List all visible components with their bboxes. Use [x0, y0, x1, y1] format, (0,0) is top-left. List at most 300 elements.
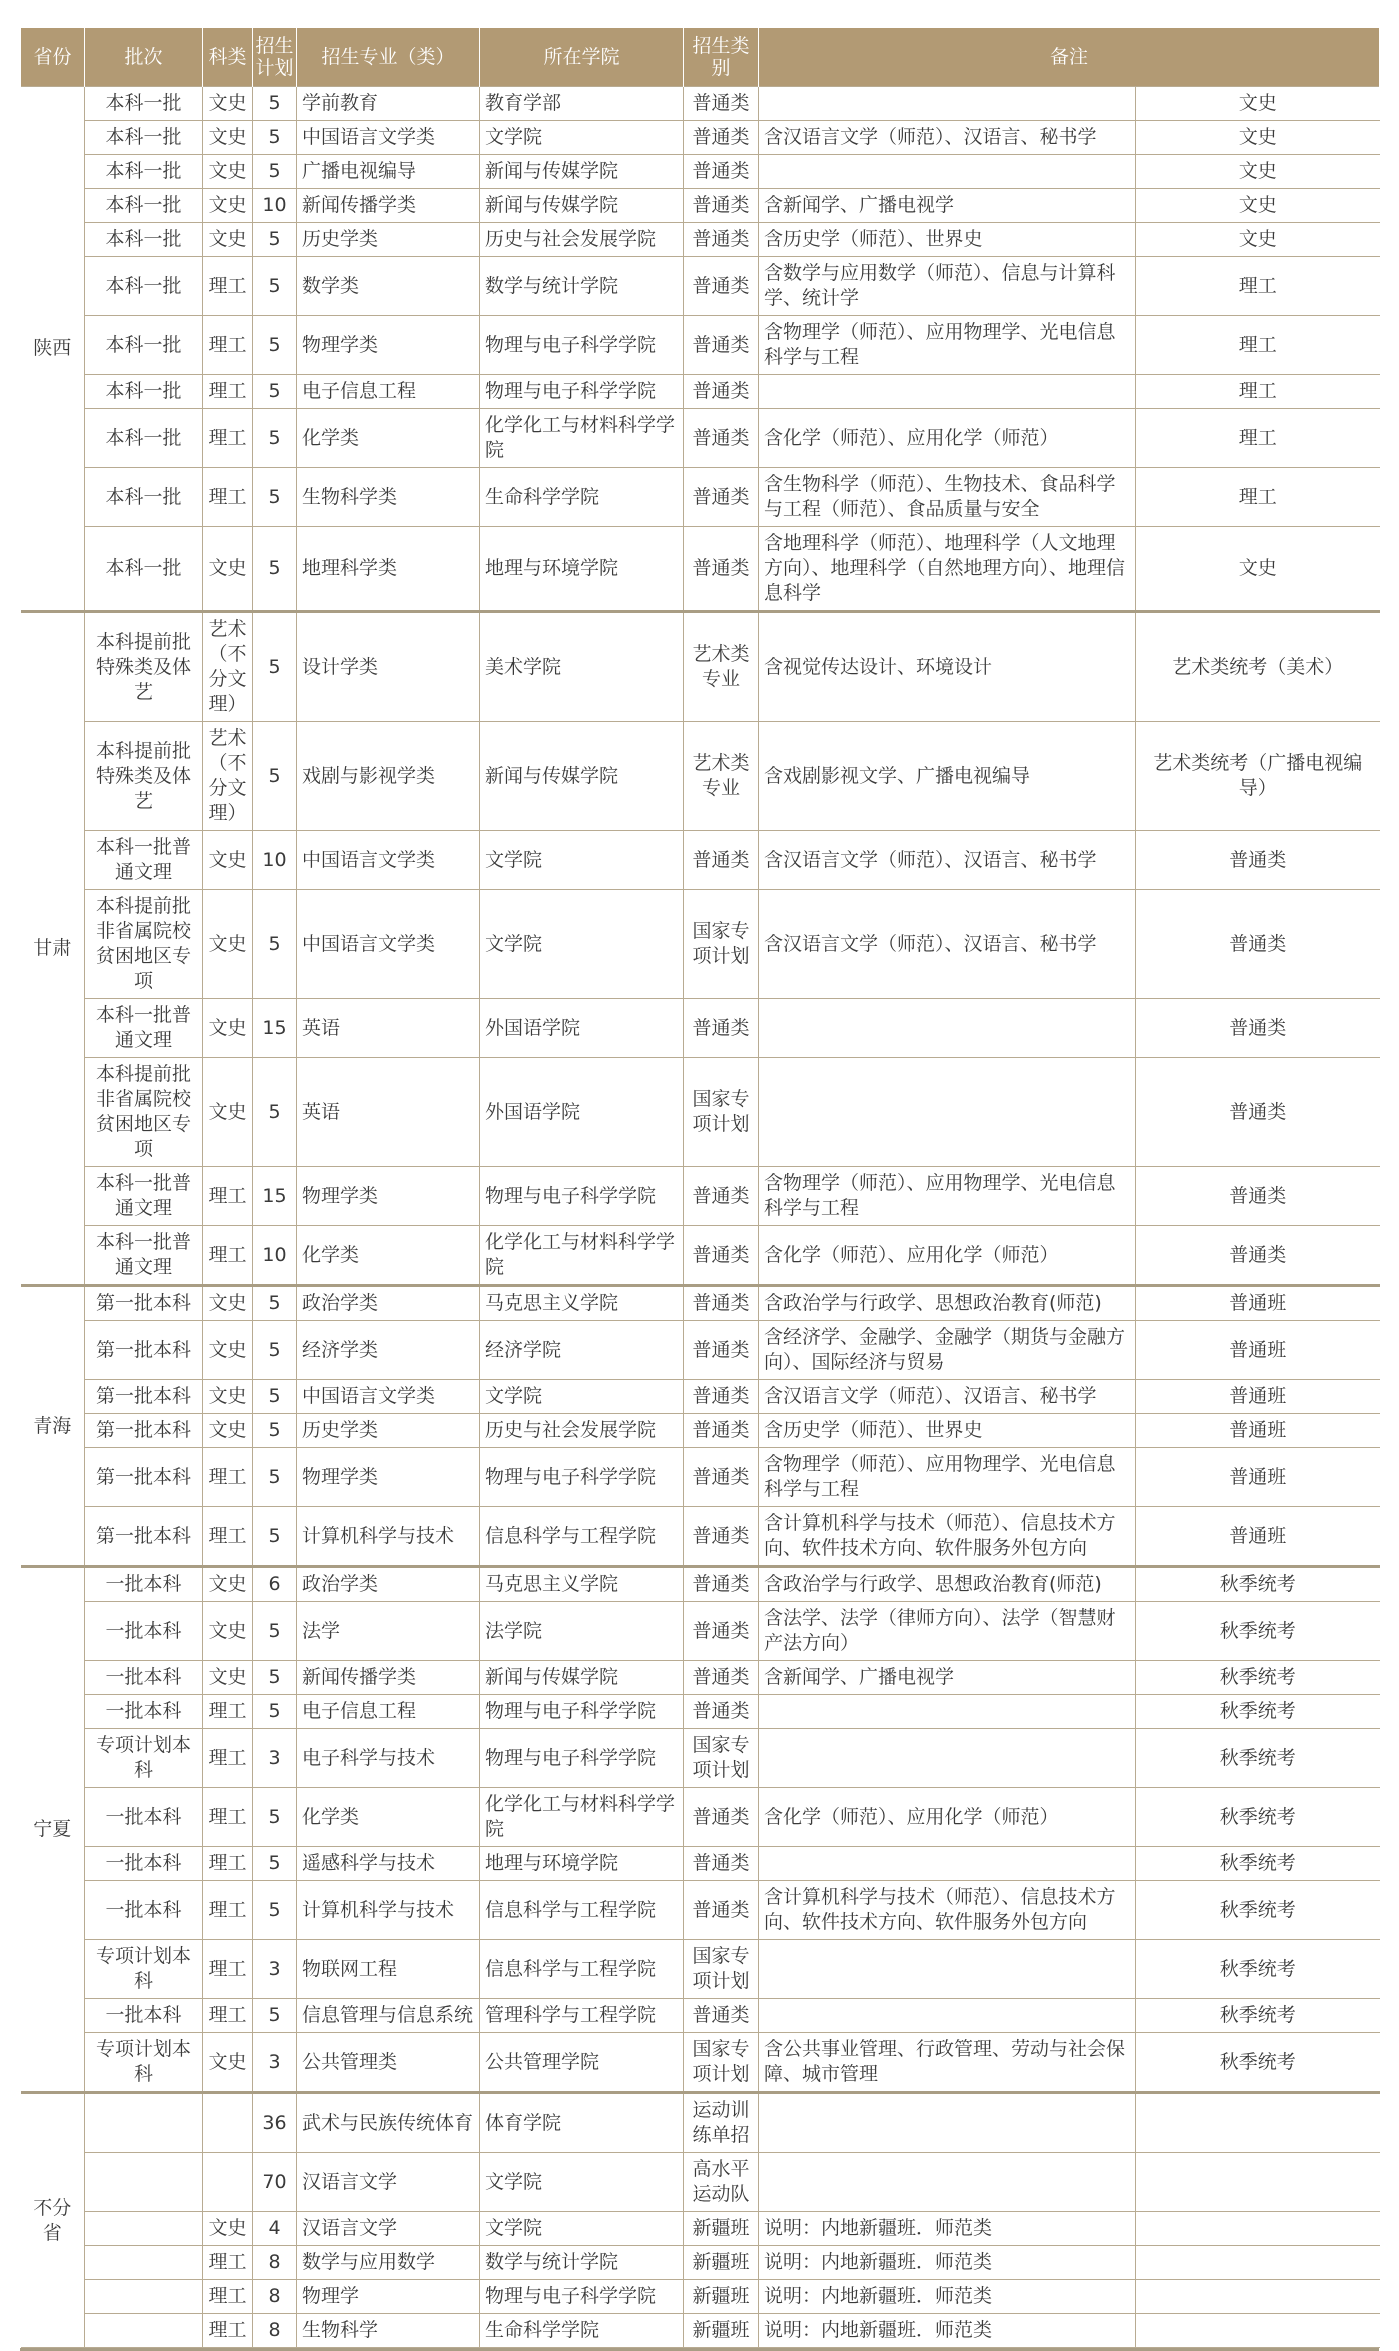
- cell-note: 秋季统考: [1136, 1881, 1380, 1940]
- cell-plan: 5: [253, 1999, 297, 2033]
- table-row: [21, 1847, 1380, 1881]
- cell-college: 经济学院: [480, 1321, 684, 1380]
- cell-category: 普通类: [684, 527, 759, 612]
- cell-remark: 含化学（师范）、应用化学（师范）: [759, 1788, 1136, 1847]
- cell-category: 普通类: [684, 257, 759, 316]
- cell-major: 广播电视编导: [297, 155, 480, 189]
- cell-category: 普通类: [684, 1286, 759, 1321]
- table-row: [21, 1507, 1380, 1567]
- admissions-table: [20, 28, 1380, 2348]
- cell-subject: 理工: [203, 1788, 253, 1847]
- cell-note: 普通班: [1136, 1507, 1380, 1567]
- cell-subject: 理工: [203, 1940, 253, 1999]
- cell-batch: [85, 2246, 203, 2280]
- cell-college: 新闻与传媒学院: [480, 189, 684, 223]
- cell-category: 新疆班: [684, 2314, 759, 2348]
- table-row: [21, 527, 1380, 612]
- cell-batch: 专项计划本科: [85, 1940, 203, 1999]
- cell-category: 高水平运动队: [684, 2153, 759, 2212]
- cell-batch: [85, 2212, 203, 2246]
- cell-plan: 5: [253, 375, 297, 409]
- table-row: [21, 257, 1380, 316]
- cell-plan: 5: [253, 1847, 297, 1881]
- cell-note: 普通班: [1136, 1448, 1380, 1507]
- cell-major: 设计学类: [297, 612, 480, 722]
- header-college: 所在学院: [480, 28, 684, 87]
- cell-batch: 专项计划本科: [85, 1729, 203, 1788]
- cell-subject: 文史: [203, 1602, 253, 1661]
- cell-remark: 含生物科学（师范）、生物技术、食品科学与工程（师范）、食品质量与安全: [759, 468, 1136, 527]
- cell-plan: 10: [253, 1226, 297, 1286]
- table-row: [21, 87, 1380, 121]
- table-row: [21, 2212, 1380, 2246]
- cell-batch: 本科一批普通文理: [85, 1167, 203, 1226]
- table-row: [21, 1567, 1380, 1602]
- cell-remark: 说明：内地新疆班．师范类: [759, 2212, 1136, 2246]
- cell-major: 物理学类: [297, 1448, 480, 1507]
- cell-note: 秋季统考: [1136, 1999, 1380, 2033]
- cell-plan: 15: [253, 1167, 297, 1226]
- cell-category: 普通类: [684, 1999, 759, 2033]
- cell-note: [1136, 2314, 1380, 2348]
- admissions-table-container: [20, 28, 1379, 2351]
- cell-major: 法学: [297, 1602, 480, 1661]
- cell-plan: 70: [253, 2153, 297, 2212]
- cell-batch: 一批本科: [85, 1602, 203, 1661]
- cell-college: 管理科学与工程学院: [480, 1999, 684, 2033]
- cell-category: 普通类: [684, 155, 759, 189]
- cell-remark: 含新闻学、广播电视学: [759, 189, 1136, 223]
- cell-plan: 5: [253, 223, 297, 257]
- cell-major: 物理学类: [297, 316, 480, 375]
- cell-subject: 理工: [203, 316, 253, 375]
- cell-remark: 含计算机科学与技术（师范）、信息技术方向、软件技术方向、软件服务外包方向: [759, 1507, 1136, 1567]
- cell-subject: 理工: [203, 2246, 253, 2280]
- cell-remark: 含政治学与行政学、思想政治教育(师范): [759, 1286, 1136, 1321]
- table-row: [21, 2314, 1380, 2348]
- header-remark: 备注: [759, 28, 1380, 87]
- table-row: [21, 1661, 1380, 1695]
- cell-plan: 5: [253, 527, 297, 612]
- cell-remark: [759, 2153, 1136, 2212]
- cell-batch: [85, 2153, 203, 2212]
- cell-plan: 36: [253, 2093, 297, 2153]
- cell-subject: 理工: [203, 1226, 253, 1286]
- cell-remark: 含公共事业管理、行政管理、劳动与社会保障、城市管理: [759, 2033, 1136, 2093]
- table-row: [21, 2280, 1380, 2314]
- cell-category: 普通类: [684, 831, 759, 890]
- cell-note: 普通班: [1136, 1380, 1380, 1414]
- cell-major: 数学与应用数学: [297, 2246, 480, 2280]
- cell-college: 物理与电子科学学院: [480, 316, 684, 375]
- table-row: [21, 890, 1380, 999]
- cell-batch: 一批本科: [85, 1847, 203, 1881]
- table-row: [21, 1999, 1380, 2033]
- cell-remark: 含地理科学（师范）、地理科学（人文地理方向）、地理科学（自然地理方向）、地理信息科学: [759, 527, 1136, 612]
- cell-major: 中国语言文学类: [297, 890, 480, 999]
- cell-province: 不分省: [21, 2093, 85, 2348]
- cell-subject: 文史: [203, 1058, 253, 1167]
- cell-note: 文史: [1136, 189, 1380, 223]
- cell-remark: [759, 2093, 1136, 2153]
- table-row: [21, 1286, 1380, 1321]
- cell-college: 外国语学院: [480, 999, 684, 1058]
- cell-major: 地理科学类: [297, 527, 480, 612]
- cell-category: 普通类: [684, 316, 759, 375]
- header-category: 招生类别: [684, 28, 759, 87]
- cell-batch: 本科一批: [85, 409, 203, 468]
- cell-college: 地理与环境学院: [480, 527, 684, 612]
- cell-note: [1136, 2093, 1380, 2153]
- cell-note: 理工: [1136, 409, 1380, 468]
- cell-batch: 本科一批: [85, 257, 203, 316]
- cell-note: 秋季统考: [1136, 1847, 1380, 1881]
- cell-province: 陕西: [21, 87, 85, 612]
- cell-plan: 5: [253, 1695, 297, 1729]
- cell-remark: 含计算机科学与技术（师范）、信息技术方向、软件技术方向、软件服务外包方向: [759, 1881, 1136, 1940]
- table-row: [21, 409, 1380, 468]
- cell-batch: 第一批本科: [85, 1448, 203, 1507]
- cell-province: 青海: [21, 1286, 85, 1567]
- cell-subject: 理工: [203, 1999, 253, 2033]
- cell-plan: 5: [253, 1380, 297, 1414]
- cell-plan: 5: [253, 257, 297, 316]
- cell-province: 宁夏: [21, 1567, 85, 2093]
- cell-major: 公共管理类: [297, 2033, 480, 2093]
- cell-batch: 第一批本科: [85, 1414, 203, 1448]
- cell-remark: 含汉语言文学（师范）、汉语言、秘书学: [759, 1380, 1136, 1414]
- cell-category: 艺术类专业: [684, 722, 759, 831]
- cell-remark: 说明：内地新疆班．师范类: [759, 2280, 1136, 2314]
- cell-note: 普通班: [1136, 1414, 1380, 1448]
- table-row: [21, 1881, 1380, 1940]
- cell-subject: 文史: [203, 1286, 253, 1321]
- cell-note: 秋季统考: [1136, 1602, 1380, 1661]
- cell-batch: 本科一批: [85, 316, 203, 375]
- cell-note: 秋季统考: [1136, 1940, 1380, 1999]
- cell-major: 中国语言文学类: [297, 831, 480, 890]
- cell-batch: 本科一批: [85, 527, 203, 612]
- table-row: [21, 2153, 1380, 2212]
- cell-major: 历史学类: [297, 223, 480, 257]
- cell-subject: 理工: [203, 1847, 253, 1881]
- table-row: [21, 121, 1380, 155]
- cell-plan: 5: [253, 316, 297, 375]
- cell-note: 理工: [1136, 257, 1380, 316]
- cell-plan: 10: [253, 831, 297, 890]
- cell-college: 化学化工与材料科学学院: [480, 1226, 684, 1286]
- cell-major: 物联网工程: [297, 1940, 480, 1999]
- cell-note: 艺术类统考（美术）: [1136, 612, 1380, 722]
- cell-batch: 本科提前批非省属院校贫困地区专项: [85, 1058, 203, 1167]
- cell-college: 地理与环境学院: [480, 1847, 684, 1881]
- table-row: [21, 223, 1380, 257]
- cell-major: 新闻传播学类: [297, 189, 480, 223]
- cell-college: 文学院: [480, 2153, 684, 2212]
- cell-plan: 5: [253, 890, 297, 999]
- cell-subject: [203, 2153, 253, 2212]
- table-row: [21, 1380, 1380, 1414]
- cell-major: 电子科学与技术: [297, 1729, 480, 1788]
- cell-remark: 含经济学、金融学、金融学（期货与金融方向）、国际经济与贸易: [759, 1321, 1136, 1380]
- cell-subject: 艺术（不分文理）: [203, 612, 253, 722]
- cell-note: 普通班: [1136, 1286, 1380, 1321]
- cell-college: 物理与电子科学学院: [480, 2280, 684, 2314]
- cell-category: 普通类: [684, 1167, 759, 1226]
- cell-note: 文史: [1136, 121, 1380, 155]
- cell-college: 数学与统计学院: [480, 257, 684, 316]
- cell-subject: 理工: [203, 375, 253, 409]
- cell-subject: 理工: [203, 468, 253, 527]
- cell-college: 新闻与传媒学院: [480, 722, 684, 831]
- cell-batch: 本科提前批特殊类及体艺: [85, 722, 203, 831]
- cell-major: 汉语言文学: [297, 2212, 480, 2246]
- cell-batch: 第一批本科: [85, 1507, 203, 1567]
- cell-college: 信息科学与工程学院: [480, 1507, 684, 1567]
- cell-note: 文史: [1136, 87, 1380, 121]
- cell-category: 新疆班: [684, 2280, 759, 2314]
- cell-batch: 本科一批: [85, 87, 203, 121]
- cell-subject: 文史: [203, 831, 253, 890]
- cell-major: 学前教育: [297, 87, 480, 121]
- header-row: [21, 28, 1380, 87]
- cell-major: 计算机科学与技术: [297, 1507, 480, 1567]
- cell-subject: 文史: [203, 155, 253, 189]
- cell-remark: 含汉语言文学（师范）、汉语言、秘书学: [759, 121, 1136, 155]
- cell-college: 物理与电子科学学院: [480, 1167, 684, 1226]
- header-major: 招生专业（类）: [297, 28, 480, 87]
- cell-subject: 文史: [203, 2212, 253, 2246]
- header-batch: 批次: [85, 28, 203, 87]
- cell-remark: 含汉语言文学（师范）、汉语言、秘书学: [759, 831, 1136, 890]
- table-row: [21, 1729, 1380, 1788]
- cell-major: 化学类: [297, 1788, 480, 1847]
- cell-subject: 文史: [203, 121, 253, 155]
- cell-plan: 5: [253, 1661, 297, 1695]
- table-row: [21, 189, 1380, 223]
- cell-subject: 理工: [203, 2314, 253, 2348]
- table-row: [21, 999, 1380, 1058]
- cell-batch: 第一批本科: [85, 1321, 203, 1380]
- cell-remark: 含历史学（师范）、世界史: [759, 1414, 1136, 1448]
- cell-subject: 文史: [203, 1567, 253, 1602]
- cell-category: 国家专项计划: [684, 1729, 759, 1788]
- cell-batch: 本科一批普通文理: [85, 831, 203, 890]
- cell-remark: 含戏剧影视文学、广播电视编导: [759, 722, 1136, 831]
- cell-remark: [759, 375, 1136, 409]
- cell-major: 武术与民族传统体育: [297, 2093, 480, 2153]
- cell-batch: 专项计划本科: [85, 2033, 203, 2093]
- cell-major: 政治学类: [297, 1286, 480, 1321]
- header-subject: 科类: [203, 28, 253, 87]
- cell-major: 中国语言文学类: [297, 1380, 480, 1414]
- cell-note: 理工: [1136, 375, 1380, 409]
- cell-plan: 8: [253, 2280, 297, 2314]
- cell-subject: 文史: [203, 87, 253, 121]
- cell-major: 遥感科学与技术: [297, 1847, 480, 1881]
- cell-plan: 5: [253, 1602, 297, 1661]
- cell-college: 生命科学学院: [480, 468, 684, 527]
- cell-plan: 5: [253, 121, 297, 155]
- cell-remark: 含政治学与行政学、思想政治教育(师范): [759, 1567, 1136, 1602]
- cell-college: 法学院: [480, 1602, 684, 1661]
- cell-remark: 含新闻学、广播电视学: [759, 1661, 1136, 1695]
- cell-category: 普通类: [684, 1695, 759, 1729]
- table-row: [21, 831, 1380, 890]
- cell-batch: 一批本科: [85, 1661, 203, 1695]
- header-province: 省份: [21, 28, 85, 87]
- cell-batch: 一批本科: [85, 1999, 203, 2033]
- cell-major: 化学类: [297, 1226, 480, 1286]
- cell-subject: 理工: [203, 257, 253, 316]
- cell-remark: 含物理学（师范）、应用物理学、光电信息科学与工程: [759, 1448, 1136, 1507]
- cell-subject: 理工: [203, 2280, 253, 2314]
- cell-note: 文史: [1136, 527, 1380, 612]
- cell-plan: 5: [253, 87, 297, 121]
- cell-note: 秋季统考: [1136, 1567, 1380, 1602]
- cell-category: 新疆班: [684, 2212, 759, 2246]
- table-row: [21, 1940, 1380, 1999]
- cell-batch: 一批本科: [85, 1881, 203, 1940]
- cell-major: 经济学类: [297, 1321, 480, 1380]
- cell-category: 普通类: [684, 1380, 759, 1414]
- cell-plan: 8: [253, 2246, 297, 2280]
- cell-major: 新闻传播学类: [297, 1661, 480, 1695]
- cell-category: 新疆班: [684, 2246, 759, 2280]
- cell-plan: 4: [253, 2212, 297, 2246]
- cell-note: [1136, 2246, 1380, 2280]
- cell-note: 艺术类统考（广播电视编导）: [1136, 722, 1380, 831]
- table-row: [21, 1448, 1380, 1507]
- cell-college: 历史与社会发展学院: [480, 223, 684, 257]
- cell-batch: [85, 2314, 203, 2348]
- cell-note: 普通类: [1136, 1167, 1380, 1226]
- cell-category: 国家专项计划: [684, 1940, 759, 1999]
- cell-batch: 本科一批: [85, 375, 203, 409]
- cell-batch: 本科一批: [85, 468, 203, 527]
- cell-category: 普通类: [684, 409, 759, 468]
- cell-remark: 含汉语言文学（师范）、汉语言、秘书学: [759, 890, 1136, 999]
- table-row: [21, 612, 1380, 722]
- cell-note: [1136, 2212, 1380, 2246]
- cell-subject: 文史: [203, 890, 253, 999]
- cell-remark: 说明：内地新疆班．师范类: [759, 2314, 1136, 2348]
- cell-major: 物理学: [297, 2280, 480, 2314]
- cell-college: 信息科学与工程学院: [480, 1940, 684, 1999]
- cell-college: 外国语学院: [480, 1058, 684, 1167]
- cell-batch: 一批本科: [85, 1567, 203, 1602]
- cell-category: 普通类: [684, 1226, 759, 1286]
- cell-major: 计算机科学与技术: [297, 1881, 480, 1940]
- cell-college: 化学化工与材料科学学院: [480, 1788, 684, 1847]
- cell-plan: 6: [253, 1567, 297, 1602]
- cell-plan: 5: [253, 409, 297, 468]
- cell-college: 物理与电子科学学院: [480, 375, 684, 409]
- cell-subject: 理工: [203, 1448, 253, 1507]
- cell-plan: 15: [253, 999, 297, 1058]
- cell-remark: [759, 999, 1136, 1058]
- cell-plan: 5: [253, 1881, 297, 1940]
- cell-category: 普通类: [684, 1448, 759, 1507]
- cell-college: 数学与统计学院: [480, 2246, 684, 2280]
- cell-category: 普通类: [684, 1567, 759, 1602]
- cell-subject: 艺术（不分文理）: [203, 722, 253, 831]
- cell-subject: 文史: [203, 527, 253, 612]
- cell-batch: 本科提前批特殊类及体艺: [85, 612, 203, 722]
- cell-plan: 5: [253, 1286, 297, 1321]
- cell-batch: 本科一批: [85, 189, 203, 223]
- cell-college: 文学院: [480, 2212, 684, 2246]
- table-row: [21, 2246, 1380, 2280]
- cell-college: 历史与社会发展学院: [480, 1414, 684, 1448]
- table-row: [21, 2033, 1380, 2093]
- table-row: [21, 1695, 1380, 1729]
- cell-plan: 5: [253, 1058, 297, 1167]
- cell-subject: 理工: [203, 1729, 253, 1788]
- cell-category: 普通类: [684, 1507, 759, 1567]
- cell-batch: 一批本科: [85, 1695, 203, 1729]
- cell-remark: 含化学（师范）、应用化学（师范）: [759, 1226, 1136, 1286]
- cell-subject: 文史: [203, 223, 253, 257]
- cell-major: 中国语言文学类: [297, 121, 480, 155]
- cell-subject: 理工: [203, 1695, 253, 1729]
- cell-plan: 5: [253, 468, 297, 527]
- cell-batch: 本科一批: [85, 155, 203, 189]
- cell-subject: 文史: [203, 999, 253, 1058]
- cell-subject: 理工: [203, 409, 253, 468]
- header-plan: 招生计划: [253, 28, 297, 87]
- cell-remark: [759, 1940, 1136, 1999]
- cell-note: [1136, 2280, 1380, 2314]
- cell-college: 物理与电子科学学院: [480, 1448, 684, 1507]
- cell-major: 电子信息工程: [297, 1695, 480, 1729]
- cell-note: 理工: [1136, 316, 1380, 375]
- cell-category: 运动训练单招: [684, 2093, 759, 2153]
- table-row: [21, 1226, 1380, 1286]
- cell-subject: 文史: [203, 1661, 253, 1695]
- cell-batch: 本科一批普通文理: [85, 999, 203, 1058]
- cell-subject: 文史: [203, 1321, 253, 1380]
- table-row: [21, 1788, 1380, 1847]
- table-row: [21, 722, 1380, 831]
- cell-plan: 5: [253, 1448, 297, 1507]
- cell-note: 普通类: [1136, 999, 1380, 1058]
- cell-college: 文学院: [480, 890, 684, 999]
- cell-remark: 含物理学（师范）、应用物理学、光电信息科学与工程: [759, 316, 1136, 375]
- cell-college: 物理与电子科学学院: [480, 1695, 684, 1729]
- cell-note: 普通类: [1136, 890, 1380, 999]
- cell-category: 普通类: [684, 375, 759, 409]
- cell-category: 普通类: [684, 87, 759, 121]
- cell-category: 普通类: [684, 1661, 759, 1695]
- cell-plan: 5: [253, 612, 297, 722]
- cell-remark: [759, 1695, 1136, 1729]
- cell-category: 普通类: [684, 121, 759, 155]
- cell-category: 普通类: [684, 1788, 759, 1847]
- cell-note: 普通类: [1136, 1226, 1380, 1286]
- cell-note: 秋季统考: [1136, 1661, 1380, 1695]
- cell-category: 艺术类专业: [684, 612, 759, 722]
- cell-category: 普通类: [684, 1881, 759, 1940]
- cell-batch: 本科一批: [85, 121, 203, 155]
- cell-category: 普通类: [684, 1847, 759, 1881]
- cell-subject: [203, 2093, 253, 2153]
- cell-remark: [759, 1999, 1136, 2033]
- cell-college: 美术学院: [480, 612, 684, 722]
- cell-batch: [85, 2093, 203, 2153]
- cell-major: 电子信息工程: [297, 375, 480, 409]
- cell-plan: 3: [253, 1940, 297, 1999]
